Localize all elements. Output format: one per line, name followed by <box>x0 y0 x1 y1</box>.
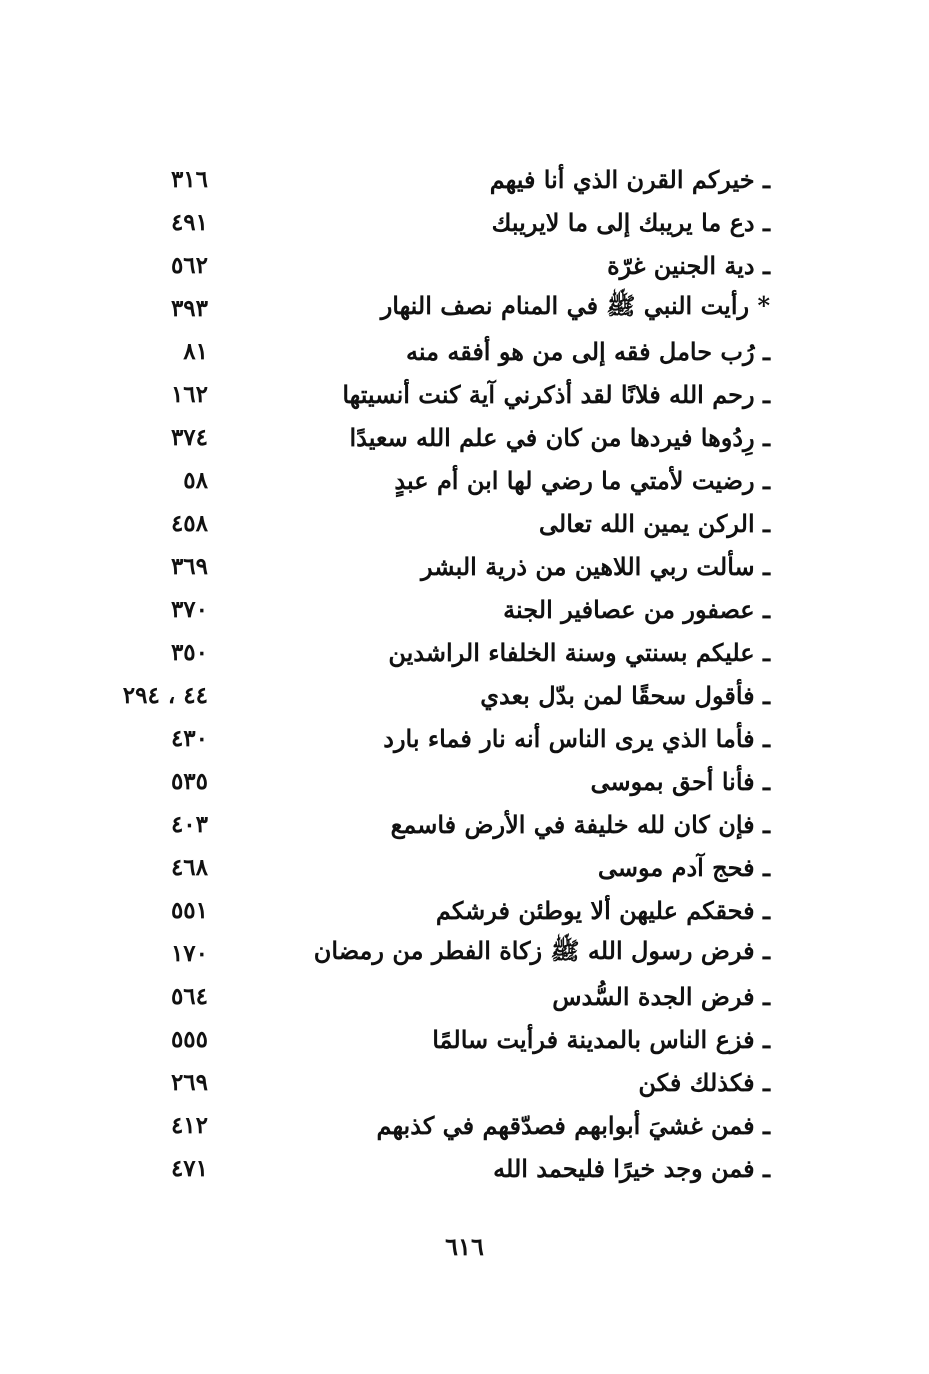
index-entry <box>90 889 770 932</box>
entry-page-refs: ٤١٢ <box>170 1112 208 1139</box>
entry-text: * رأيت النبي ﷺ في المنام نصف النهار <box>380 291 770 320</box>
entry-text: ـ فحج آدم موسى <box>597 853 770 882</box>
entry-text: ـ فأقول سحقًا لمن بدّل بعدي <box>480 681 770 710</box>
page-number: ٦١٦ <box>445 1232 484 1261</box>
entry-page-refs: ٤٠٣ <box>170 811 208 838</box>
entry-page-refs: ٤٩١ <box>170 209 208 236</box>
entry-text: ـ فكذلك فكن <box>638 1068 770 1097</box>
index-entry <box>90 158 770 201</box>
index-entry <box>90 760 770 803</box>
index-entry <box>90 416 770 459</box>
index-entry <box>90 330 770 373</box>
index-entry <box>90 975 770 1018</box>
entry-page-refs: ٤٧١ <box>170 1155 208 1182</box>
entry-page-refs: ٣١٦ <box>170 166 208 193</box>
entry-page-refs: ٣٥٠ <box>170 639 208 666</box>
index-entry <box>90 803 770 846</box>
entry-text: ـ فإن كان لله خليفة في الأرض فاسمع <box>390 810 770 839</box>
entry-page-refs: ٥٥١ <box>170 897 208 924</box>
entry-text: ـ فرض الجدة السُّدس <box>552 982 770 1011</box>
entry-text: ـ فأنا أحق بموسى <box>590 767 770 796</box>
index-entry <box>90 502 770 545</box>
entry-text: ـ خيركم القرن الذي أنا فيهم <box>489 165 770 194</box>
entry-text: ـ رِدُوها فيردها من كان في علم الله سعيدًا <box>349 423 770 452</box>
entry-page-refs: ١٦٢ <box>170 381 208 408</box>
entry-text: ـ سألت ربي اللاهين من ذرية البشر <box>420 552 770 581</box>
index-entry <box>90 631 770 674</box>
entry-text: ـ عليكم بسنتي وسنة الخلفاء الراشدين <box>388 638 770 667</box>
index-entry <box>90 459 770 502</box>
entry-page-refs: ٤٣٠ <box>170 725 208 752</box>
index-entry <box>90 287 770 330</box>
entry-text: ـ فرض رسول الله ﷺ زكاة الفطر من رمضان <box>313 936 770 965</box>
index-entry <box>90 932 770 975</box>
entry-page-refs: ٣٧٤ <box>170 424 208 451</box>
entry-page-refs: ٣٩٣ <box>170 295 208 322</box>
entry-text: ـ عصفور من عصافير الجنة <box>503 595 770 624</box>
index-entry <box>90 1061 770 1104</box>
entry-text: ـ الركن يمين الله تعالى <box>538 509 770 538</box>
index-entry <box>90 373 770 416</box>
entry-text: ـ رُب حامل فقه إلى من هو أفقه منه <box>406 337 770 366</box>
entry-page-refs: ٥٨ <box>183 467 208 494</box>
entry-text: ـ رضيت لأمتي ما رضي لها ابن أم عبدٍ <box>394 466 770 495</box>
entry-page-refs: ٤٤ ، ٢٩٤ <box>122 682 208 709</box>
index-entry <box>90 674 770 717</box>
entry-text: ـ رحم الله فلانًا لقد أذكرني آية كنت أنسيتها <box>342 380 770 409</box>
entry-text: ـ فحقكم عليهن ألا يوطئن فرشكم <box>435 896 770 925</box>
entry-page-refs: ١٧٠ <box>170 940 208 967</box>
entry-text: ـ دية الجنين غرّة <box>607 251 770 280</box>
entry-text: ـ فزع الناس بالمدينة فرأيت سالمًا <box>432 1025 770 1054</box>
entry-page-refs: ٥٣٥ <box>170 768 208 795</box>
entry-page-refs: ٤٥٨ <box>170 510 208 537</box>
entry-page-refs: ٨١ <box>183 338 208 365</box>
entry-text: ـ فمن وجد خيرًا فليحمد الله <box>493 1154 770 1183</box>
entry-page-refs: ٥٦٤ <box>170 983 208 1010</box>
index-entry <box>90 846 770 889</box>
index-entry <box>90 201 770 244</box>
entry-page-refs: ٥٦٢ <box>170 252 208 279</box>
index-entry <box>90 717 770 760</box>
entry-text: ـ فمن غشيَ أبوابهم فصدّقهم في كذبهم <box>376 1111 770 1140</box>
entry-text: ـ دع ما يريبك إلى ما لايريبك <box>491 208 770 237</box>
entry-page-refs: ٣٧٠ <box>170 596 208 623</box>
entry-page-refs: ٤٦٨ <box>170 854 208 881</box>
hadith-index-list <box>90 158 770 1190</box>
entry-page-refs: ٢٦٩ <box>170 1069 208 1096</box>
index-entry <box>90 1018 770 1061</box>
entry-text: ـ فأما الذي يرى الناس أنه نار فماء بارد <box>383 724 770 753</box>
entry-page-refs: ٥٥٥ <box>170 1026 208 1053</box>
entry-page-refs: ٣٦٩ <box>170 553 208 580</box>
index-entry <box>90 1147 770 1190</box>
index-entry <box>90 244 770 287</box>
index-entry <box>90 545 770 588</box>
index-entry <box>90 588 770 631</box>
index-entry <box>90 1104 770 1147</box>
